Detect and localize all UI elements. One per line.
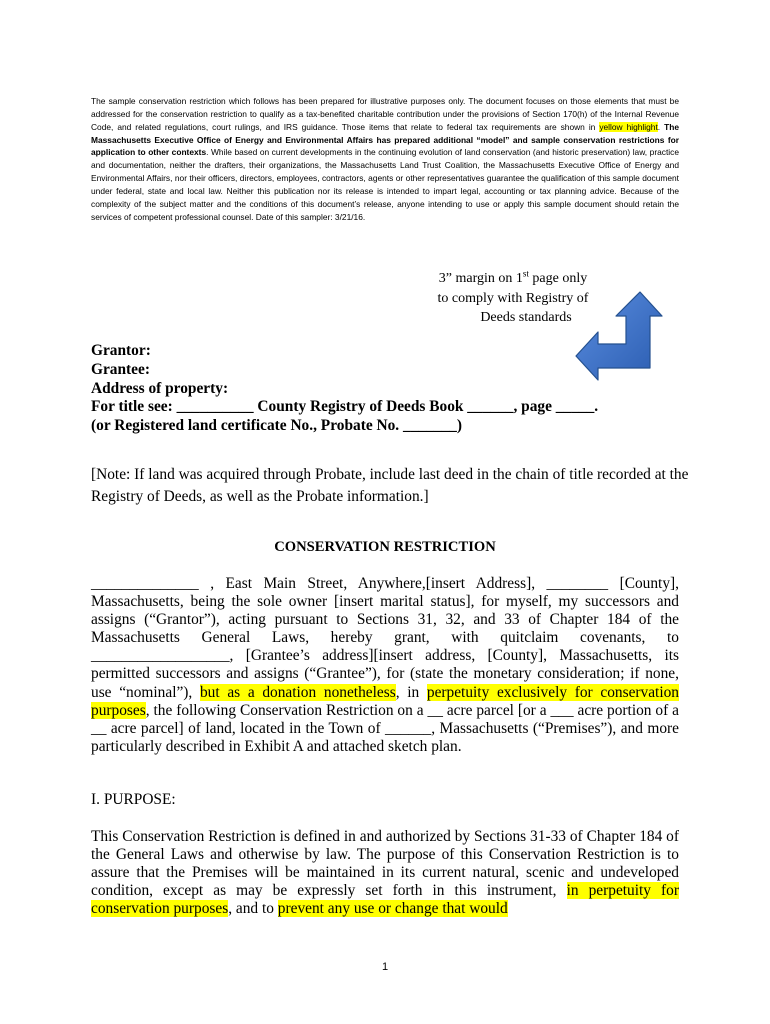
purpose-text-1: This Conservation Restriction is defined in and authorized by Sections 31-33 of Chapter 184 of the General Laws and otherwise by law. The purpose of this Conservation Restriction is to assure that the Premises will be maintained in its current natural, scenic and undeveloped condition, except as may be expressly set forth in this instrument, xyxy=(91,828,679,900)
title-reference: For title see: __________ County Registry of Deeds Book ______, page _____. xyxy=(91,398,599,416)
prevent-use-highlight: prevent any use or change that would xyxy=(277,900,508,918)
disclaimer-text-2: . xyxy=(657,121,665,132)
disclaimer-text-1: The sample conservation restriction which follows has been prepared for illustrative purposes only. The document focuses on those elements that must be addressed for the conservation restriction to qualify as a tax-benefited charitable contribution under the provisions of Section 170(h) of the Internal Revenue Code, and related regulations, court rulings, and IRS guidance. Those items that relate to federal tax requirements are shown in xyxy=(91,96,679,132)
margin-note-line1-end: page only xyxy=(528,271,588,286)
donation-highlight: but as a donation nonetheless xyxy=(199,683,396,701)
grant-paragraph xyxy=(91,575,679,756)
perpetuity-highlight: perpetuity exclusively for conservation purposes xyxy=(91,683,679,719)
margin-note-line1: 3” margin on 1 xyxy=(438,271,523,286)
disclaimer-text-3: . While based on current developments in the continuing evolution of land conservation (and historic preservation) law, practice and documentation, neither the drafters, their organizations, the Massachusetts Land Trust Coalition, the Massachusetts Executive Office of Energy and Environmental Affairs, nor their officers, directors, employees, contractors, agents or other representatives guarantee the qualification of this sample document under federal, state and local law. Neither this publication nor its release is intended to impart legal, accounting or tax planning advice. Because of the complexity of the subject matter and the conditions of this document’s release, anyone intending to use or apply this sample document should retain the services of competent professional counsel. Date of this sampler: 3/21/16. xyxy=(91,147,679,222)
purpose-perpetuity-highlight: in perpetuity for conservation purposes xyxy=(91,882,679,918)
purpose-text-2: , and to xyxy=(228,900,278,918)
disclaimer-paragraph xyxy=(91,95,679,223)
grant-text-2: , in xyxy=(395,683,427,701)
purpose-heading: I. PURPOSE: xyxy=(91,791,176,808)
margin-note-line2: to comply with Registry of xyxy=(437,290,589,306)
grant-text-3: , the following Conservation Restriction on a __ acre parcel [or a ___ acre portion of a __ acre parcel] of land, located in the Town of ______, Massachusetts (“Premises”), and more particularly described in Exhibit A and attached sketch plan. xyxy=(91,701,679,755)
eoeea-bold-note: The Massachusetts Executive Office of Energy and Environmental Affairs has prepared additional “model” and sample conservation restrictions for application to other contexts xyxy=(91,121,679,158)
document-title: CONSERVATION RESTRICTION xyxy=(274,539,496,555)
grantee-label: Grantee: xyxy=(91,360,150,378)
grant-text-1: ______________ , East Main Street, Anywhere,[insert Address], ________ [County], Massachusetts, being the sole owner [insert marital status], for myself, my successors and assigns (“Grantor”), acting pursuant to Sections 31, 32, and 33 of Chapter 184 of the Massachusetts General Laws, hereby grant, with quitclaim covenants, to __________________, [Grantee’s address][insert address, [County], Massachusetts, its permitted successors and assigns (“Grantee”), for (state the monetary consideration; if none, use “nominal”), xyxy=(91,575,679,701)
address-label: Address of property: xyxy=(91,379,229,397)
margin-note-superscript: st xyxy=(522,268,529,279)
property-header xyxy=(91,342,651,436)
probate-note: [Note: If land was acquired through Probate, include last deed in the chain of title recorded at the Registry of Deeds, as well as the Probate information.] xyxy=(91,466,689,505)
grantor-label: Grantor: xyxy=(91,342,151,359)
registered-land-reference: (or Registered land certificate No., Probate No. _______) xyxy=(91,417,462,435)
margin-note-line3: Deeds standards xyxy=(480,310,572,325)
purpose-paragraph xyxy=(91,828,679,918)
page-number: 1 xyxy=(381,961,389,973)
yellow-highlight-sample: yellow highlight xyxy=(599,121,658,132)
